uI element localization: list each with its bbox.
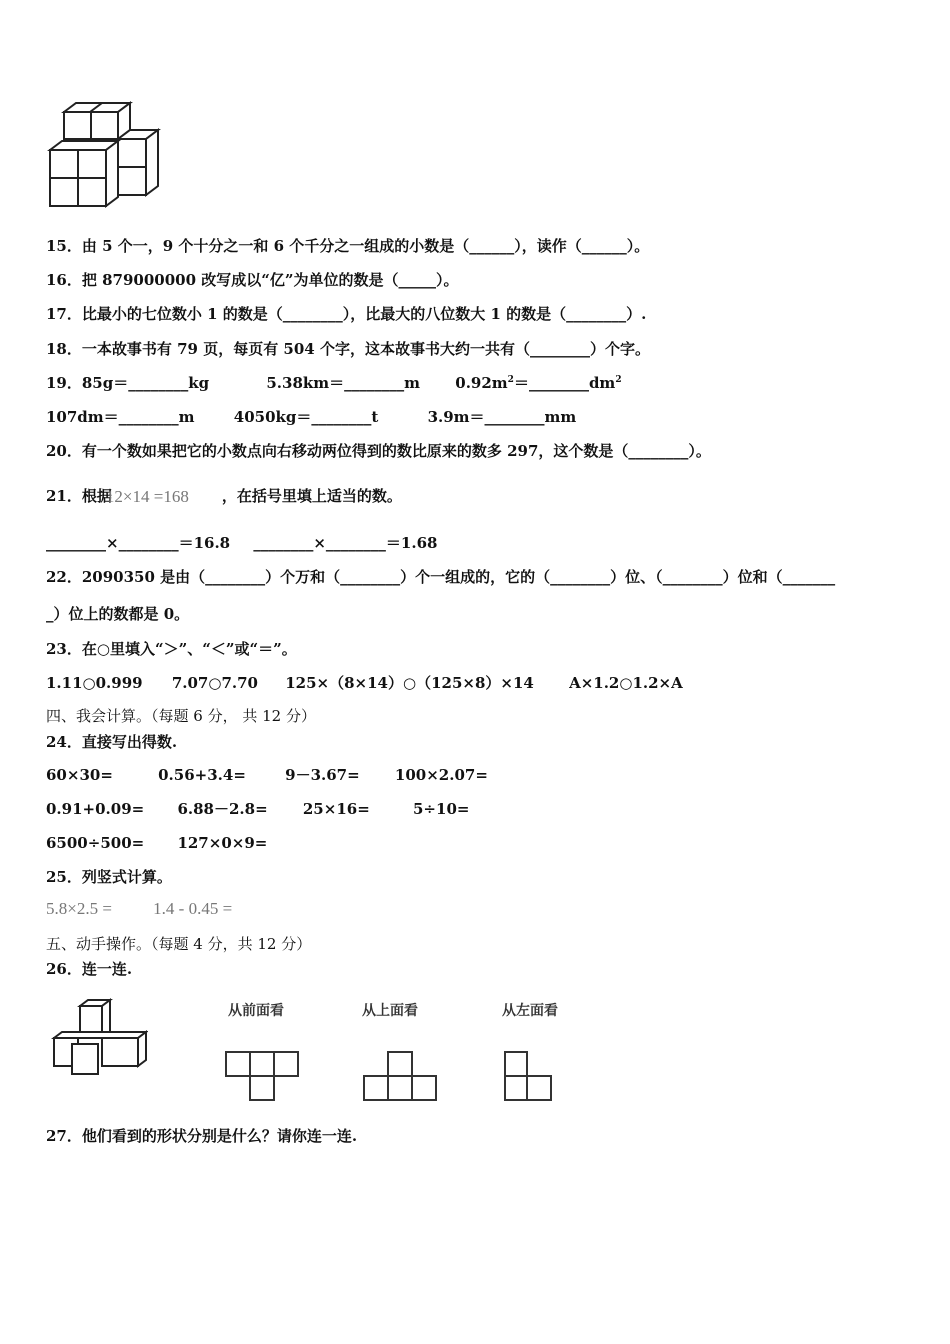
question-24-row1: 60×30= 0.56+3.4= 9－3.67= 100×2.07= <box>46 766 488 784</box>
cube-stack-figure <box>46 100 162 212</box>
section-5-heading: 五、动手操作。（每题 4 分，共 12 分） <box>46 935 312 953</box>
question-21-blanks: ________×________＝16.8 ________×________＝1.68 <box>46 534 438 552</box>
question-19-row2: 107dm＝________m 4050kg＝________t 3.9m＝________mm <box>46 408 577 426</box>
question-16: 16．把 879000000 改写成以“亿”为单位的数是（_____）。 <box>46 271 459 289</box>
question-24: 24．直接写出得数. <box>46 733 178 751</box>
view-top-label: 从上面看 <box>362 1003 418 1019</box>
question-25: 25．列竖式计算。 <box>46 868 172 886</box>
left-view-shape[interactable] <box>502 1050 558 1104</box>
question-23: 23．在○里填入“＞”、“＜”或“＝”。 <box>46 640 297 658</box>
question-24-row3: 6500÷500= 127×0×9= <box>46 834 268 852</box>
question-25-items: 5.8×2.5 = 1.4 - 0.45 = <box>46 899 233 918</box>
question-23-items: 1.11○0.999 7.07○7.70 125×（8×14）○（125×8）×14 A×1.2○1.2×A <box>46 674 683 692</box>
question-15: 15．由 5 个一，9 个十分之一和 6 个千分之一组成的小数是（______），读作（______）。 <box>46 237 650 255</box>
question-26: 26．连一连. <box>46 960 133 978</box>
solid-figure-26 <box>48 998 148 1078</box>
question-19-row1: 19．85g＝________kg 5.38km＝________m $0.92m^2=\_\_\_\_\_\_\_\_dm^2$ <box>46 374 622 392</box>
question-22-cont: _）位上的数都是 0。 <box>46 605 190 623</box>
section-4-heading: 四、我会计算。（每题 6 分， 共 12 分） <box>46 707 316 725</box>
question-20: 20．有一个数如果把它的小数点向右移动两位得到的数比原来的数多 297，这个数是（________）。 <box>46 442 711 460</box>
view-front-label: 从前面看 <box>228 1003 284 1019</box>
question-17: 17．比最小的七位数小 1 的数是（________），比最大的八位数大 1 的数是（________）. <box>46 305 647 323</box>
question-21: 21．根据 12×14 =168 ，在括号里填上适当的数。 <box>46 487 402 506</box>
question-22: 22．2090350 是由（________）个万和（________）个一组成的，它的（________）位、（________）位和（_______ <box>46 568 836 586</box>
top-view-shape[interactable] <box>362 1050 442 1104</box>
formula-12x14: 12×14 =168 <box>105 487 189 506</box>
question-24-row2: 0.91+0.09= 6.88－2.8= 25×16= 5÷10= <box>46 800 470 818</box>
front-view-shape[interactable] <box>224 1050 304 1104</box>
question-27: 27．他们看到的形状分别是什么？请你连一连. <box>46 1127 358 1145</box>
view-left-label: 从左面看 <box>502 1003 558 1019</box>
question-18: 18．一本故事书有 79 页，每页有 504 个字，这本故事书大约一共有（________）个字。 <box>46 340 650 358</box>
